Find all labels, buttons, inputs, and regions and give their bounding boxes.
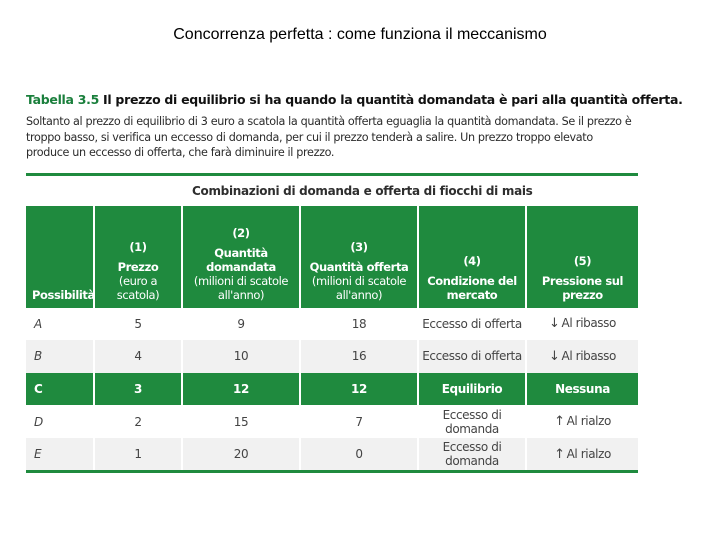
table-row (26, 438, 638, 471)
table-label: Tabella 3.5 (26, 92, 99, 107)
col-header-quantity-supplied: (3) Quantità offerta (milioni di scatole all'anno) (300, 206, 418, 308)
cell-market-condition: Eccesso di domanda (418, 438, 526, 471)
arrow-up-icon: ↑ (554, 414, 565, 430)
table-caption (26, 92, 683, 107)
table-row (26, 340, 638, 373)
col-header-price: (1) Prezzo (euro a scatola) (94, 206, 182, 308)
table-row (26, 405, 638, 438)
cell-quantity-demanded: 20 (182, 438, 300, 471)
cell-market-condition: Eccesso di offerta (418, 340, 526, 373)
data-table (26, 206, 638, 471)
cell-quantity-supplied: 0 (300, 438, 418, 471)
cell-quantity-demanded: 15 (182, 405, 300, 438)
cell-price: 3 (94, 373, 182, 406)
cell-quantity-demanded: 12 (182, 373, 300, 406)
cell-price-pressure: ↑ Al rialzo (526, 438, 638, 471)
arrow-down-icon: ↓ (549, 316, 560, 332)
cell-quantity-supplied: 12 (300, 373, 418, 406)
cell-possibility: A (26, 308, 94, 341)
cell-price: 1 (94, 438, 182, 471)
cell-price-pressure: ↑ Al rialzo (526, 405, 638, 438)
table-description: Soltanto al prezzo di equilibrio di 3 euro a scatola la quantità offerta eguaglia la quantità domandata. Se il prezzo è troppo basso, si verifica un eccesso di domanda, per cui il prezzo tenderà a salire. Un prezzo troppo elevato produce un eccesso di offerta, che farà diminuire il prezzo. (26, 115, 632, 159)
table-subtitle: Combinazioni di domanda e offerta di fiocchi di mais (192, 183, 533, 198)
bottom-rule (26, 470, 638, 473)
cell-market-condition: Equilibrio (418, 373, 526, 406)
table-caption-text: Il prezzo di equilibrio si ha quando la quantità domandata è pari alla quantità offerta. (103, 92, 683, 107)
arrow-down-icon: ↓ (549, 348, 560, 364)
cell-possibility: E (26, 438, 94, 471)
cell-price: 2 (94, 405, 182, 438)
table-row-equilibrium (26, 373, 638, 406)
cell-price-pressure: Nessuna (526, 373, 638, 406)
cell-price: 5 (94, 308, 182, 341)
table-row (26, 308, 638, 341)
cell-market-condition: Eccesso di offerta (418, 308, 526, 341)
cell-market-condition: Eccesso di domanda (418, 405, 526, 438)
cell-quantity-supplied: 7 (300, 405, 418, 438)
arrow-up-icon: ↑ (554, 446, 565, 462)
slide-title: Concorrenza perfetta : come funziona il meccanismo (173, 26, 547, 43)
col-header-possibility: Possibilità (26, 206, 94, 308)
cell-quantity-demanded: 10 (182, 340, 300, 373)
col-header-quantity-demanded: (2) Quantità domandata (milioni di scatole all'anno) (182, 206, 300, 308)
col-header-price-pressure: (5) Pressione sul prezzo (526, 206, 638, 308)
cell-possibility: D (26, 405, 94, 438)
table-figure (26, 92, 683, 473)
cell-price-pressure: ↓ Al ribasso (526, 308, 638, 341)
cell-price-pressure: ↓ Al ribasso (526, 340, 638, 373)
col-header-market-condition: (4) Condizione del mercato (418, 206, 526, 308)
cell-quantity-supplied: 16 (300, 340, 418, 373)
cell-quantity-demanded: 9 (182, 308, 300, 341)
cell-price: 4 (94, 340, 182, 373)
cell-possibility: B (26, 340, 94, 373)
cell-possibility: C (26, 373, 94, 406)
cell-quantity-supplied: 18 (300, 308, 418, 341)
table-header-row (26, 206, 638, 308)
